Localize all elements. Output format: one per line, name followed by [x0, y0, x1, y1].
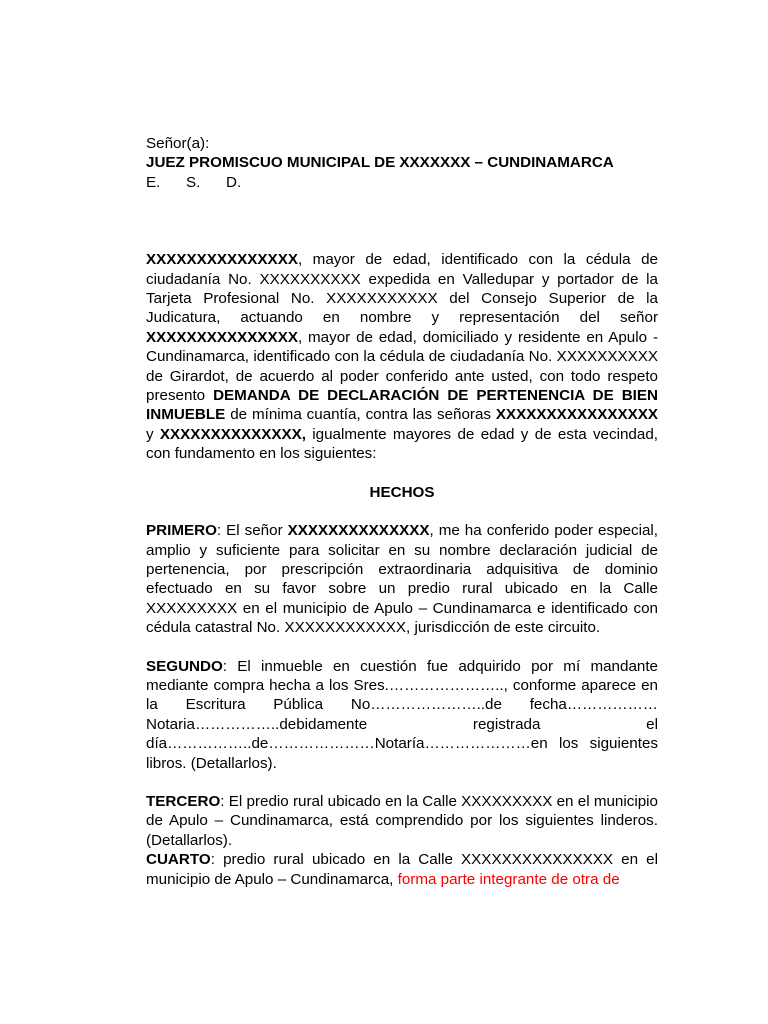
- tercero-label: TERCERO: [146, 792, 221, 810]
- segundo-paragraph: [146, 657, 658, 773]
- intro-text-5: igualmente mayores de edad y de esta vecindad, con fundamento en los siguientes:: [146, 425, 658, 463]
- addressee: JUEZ PROMISCUO MUNICIPAL DE XXXXXXX – CUNDINAMARCA: [146, 154, 614, 172]
- intro-text-4: y: [146, 425, 160, 443]
- intro-text-1: , mayor de edad, identificado con la cédula de ciudadanía No. XXXXXXXXXX expedida en Valledupar y portador de la Tarjeta Profesional No. XXXXXXXXXXX del Consejo Superior de la Judicatura, actuando en nombre y representación del señor: [146, 251, 658, 327]
- segundo-text: : El inmueble en cuestión fue adquirido por mí mandante mediante compra hecha a los Sres.………………….., conforme aparece en la Escritura Pública No…………………..de fecha………………Notaria……………..debidamente registrada el día……………..de…………………Notaría…………………en los siguientes libros. (Detallarlos).: [146, 657, 658, 772]
- salutation: Señor(a):: [146, 135, 210, 152]
- intro-text-3: de mínima cuantía, contra las señoras: [225, 406, 496, 424]
- spacer: [146, 773, 658, 792]
- cuarto-text: : predio rural ubicado en la Calle XXXXXXXXXXXXXXX en el municipio de Apulo – Cundinamarca,: [146, 851, 658, 888]
- primero-text-1: : El señor: [216, 522, 288, 540]
- primero-text-2: , me ha conferido poder especial, amplio y suficiente para solicitar en su nombre declaración judicial de pertenencia, por prescripción extraordinaria adquisitiva de dominio efectuado en su favor sobre un predio rural ubicado en la Calle XXXXXXXXX en el municipio de Apulo – Cundinamarca e identificado con cédula catastral No. XXXXXXXXXXXX, jurisdicción de este circuito.: [146, 522, 658, 637]
- intro-paragraph: [146, 250, 658, 463]
- intro-demand-title: DEMANDA DE DECLARACIÓN DE PERTENENCIA DE BIEN INMUEBLE: [146, 387, 658, 424]
- hechos-heading: HECHOS: [369, 483, 435, 501]
- esd-d: D.: [226, 173, 242, 191]
- cuarto-label: CUARTO: [146, 851, 211, 869]
- cuarto-highlighted-text: forma parte integrante de otra de: [397, 870, 620, 888]
- intro-text-2: , mayor de edad, domiciliado y residente en Apulo - Cundinamarca, identificado con la cédula de ciudadanía No. XXXXXXXXXX de Girardot, de acuerdo al poder conferido ante usted, con todo respeto presento: [146, 328, 658, 405]
- primero-name: XXXXXXXXXXXXXX: [287, 522, 430, 540]
- primero-label: PRIMERO: [146, 522, 217, 540]
- spacer: [146, 502, 658, 521]
- primero-paragraph: [146, 521, 658, 637]
- esd-s: S.: [186, 173, 201, 191]
- intro-name-2: XXXXXXXXXXXXXXX: [146, 328, 298, 346]
- esd-line: [146, 173, 658, 192]
- spacer: [146, 192, 658, 250]
- cuarto-paragraph: [146, 850, 658, 889]
- intro-name-4: XXXXXXXXXXXXXX,: [159, 425, 306, 443]
- esd-e: E.: [146, 173, 161, 191]
- tercero-text: : El predio rural ubicado en la Calle XXXXXXXXX en el municipio de Apulo – Cundinamarca, está comprendido por los siguientes linderos. (Detallarlos).: [146, 792, 658, 849]
- spacer: [146, 464, 658, 483]
- spacer: [146, 638, 658, 657]
- intro-name-3: XXXXXXXXXXXXXXXX: [495, 406, 658, 424]
- tercero-paragraph: [146, 792, 658, 850]
- document-page: [146, 134, 658, 889]
- intro-name-1: XXXXXXXXXXXXXXX: [146, 251, 298, 269]
- segundo-label: SEGUNDO: [146, 657, 223, 675]
